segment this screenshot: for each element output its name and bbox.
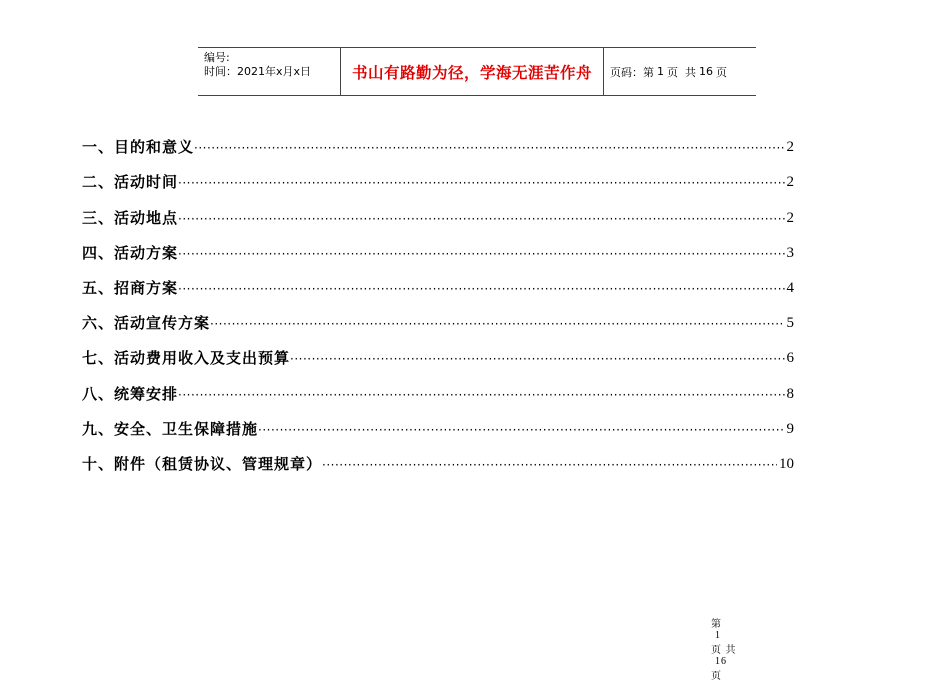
toc-entry-page: 2 (786, 209, 794, 226)
page-total: 16 (699, 65, 713, 78)
toc-entry-title: 九、安全、卫生保障措施 (82, 419, 259, 438)
footer-suffix: 页 (711, 671, 722, 682)
toc-entry[interactable] (82, 298, 794, 333)
toc-dot-leader (178, 280, 784, 298)
number-label: 编号: (204, 51, 230, 64)
toc-entry[interactable] (82, 368, 794, 403)
footer-mid: 页 共 (711, 645, 737, 656)
toc-entry-title: 三、活动地点 (82, 208, 179, 227)
header-page-info (604, 48, 756, 95)
footer-total-pages: 16 (715, 656, 727, 667)
toc-entry[interactable] (82, 157, 794, 192)
toc-dot-leader (178, 386, 784, 404)
toc-entry[interactable] (82, 333, 794, 368)
toc-entry-page: 9 (786, 420, 794, 437)
header-meta (198, 48, 341, 95)
toc-dot-leader (194, 139, 784, 157)
toc-entry-page: 6 (786, 350, 794, 367)
motto-text: 书山有路勤为径，学海无涯苦作舟 (351, 63, 592, 82)
toc-entry-page: 2 (786, 139, 794, 156)
toc-dot-leader (178, 174, 784, 192)
toc-entry-title: 二、活动时间 (82, 173, 179, 192)
toc-dot-leader (258, 421, 784, 439)
toc-entry-title: 六、活动宣传方案 (82, 314, 211, 333)
toc-entry-title: 四、活动方案 (82, 243, 179, 262)
toc-dot-leader (210, 315, 784, 333)
page-footer (704, 604, 737, 682)
toc-entry-title: 一、目的和意义 (82, 138, 195, 157)
toc-entry[interactable] (82, 228, 794, 263)
page-current: 1 (657, 65, 664, 78)
table-of-contents (82, 122, 794, 474)
page-mid: 页 共 (667, 65, 696, 79)
toc-entry-title: 七、活动费用收入及支出预算 (82, 349, 291, 368)
page-suffix: 页 (716, 65, 727, 79)
toc-entry-page: 4 (786, 279, 794, 296)
toc-dot-leader (290, 350, 784, 368)
toc-entry[interactable] (82, 192, 794, 227)
toc-entry-page: 3 (786, 244, 794, 261)
footer-prefix: 第 (711, 619, 722, 630)
toc-entry-title: 五、招商方案 (82, 278, 179, 297)
header-motto-cell (341, 48, 604, 95)
toc-entry-page: 2 (786, 174, 794, 191)
toc-entry-page: 8 (786, 385, 794, 402)
toc-entry[interactable] (82, 263, 794, 298)
toc-entry-page: 10 (779, 455, 794, 472)
toc-dot-leader (322, 456, 777, 474)
toc-entry-title: 八、统筹安排 (82, 384, 179, 403)
toc-entry[interactable] (82, 404, 794, 439)
toc-dot-leader (178, 245, 784, 263)
page-prefix: 页码：第 (610, 65, 654, 79)
toc-entry[interactable] (82, 122, 794, 157)
toc-entry-page: 5 (786, 315, 794, 332)
page-header (198, 47, 756, 96)
toc-dot-leader (178, 210, 784, 228)
footer-current-page: 1 (715, 630, 721, 641)
toc-entry[interactable] (82, 439, 794, 474)
date-label: 时间：2021年x月x日 (204, 65, 312, 78)
toc-entry-title: 十、附件（租赁协议、管理规章） (82, 454, 323, 473)
